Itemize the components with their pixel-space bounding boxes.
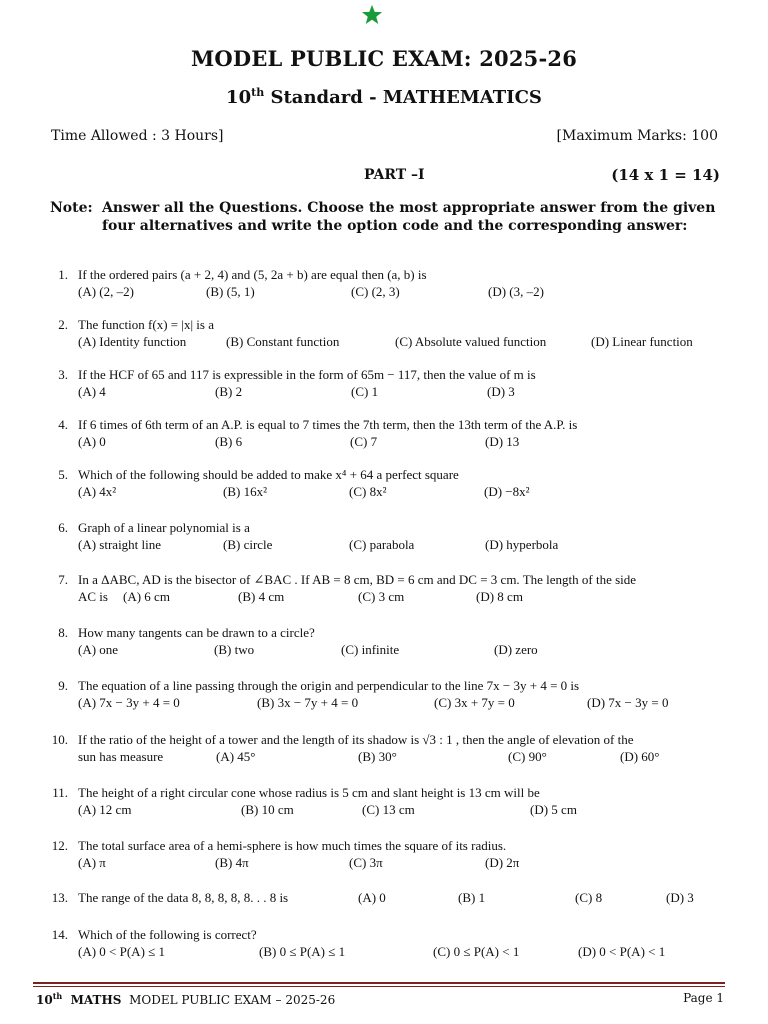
option-b: (B) (5, 1) xyxy=(206,284,255,299)
option-c: (C) 13 cm xyxy=(362,802,415,817)
option-a: (A) 4x² xyxy=(78,484,117,499)
option-row xyxy=(78,943,738,960)
option-c: (C) Absolute valued function xyxy=(395,334,547,349)
question-number: 12. xyxy=(51,838,68,853)
option-d: (D) hyperbola xyxy=(485,537,559,552)
option-c: (C) 8x² xyxy=(349,484,387,499)
question-stem: If the ratio of the height of a tower and the length of its shadow is √3 : 1 , then the angle of elevation of the xyxy=(78,732,634,747)
option-d: (D) zero xyxy=(494,642,538,657)
option-d: (D) 7x − 3y = 0 xyxy=(587,695,669,710)
option-b: (B) circle xyxy=(223,537,273,552)
option-row xyxy=(78,283,738,300)
option-d: (D) 0 < P(A) < 1 xyxy=(578,944,666,959)
question-stem: If the HCF of 65 and 117 is expressible in the form of 65m − 117, then the value of m is xyxy=(78,367,536,382)
option-a: (A) 7x − 3y + 4 = 0 xyxy=(78,695,180,710)
note-label: Note: xyxy=(50,200,93,216)
option-row xyxy=(78,694,738,711)
option-b: (B) 6 xyxy=(215,434,243,449)
question-stem: Which of the following is correct? xyxy=(78,927,257,942)
option-row xyxy=(78,536,738,553)
question-number: 1. xyxy=(58,267,68,282)
question-stem: The range of the data 8, 8, 8, 8, 8. . . 8 is xyxy=(78,890,289,905)
option-c: (C) 3π xyxy=(349,855,383,870)
question-number: 9. xyxy=(58,678,68,693)
option-row xyxy=(78,588,738,605)
option-a: (A) 6 cm xyxy=(123,589,170,604)
option-b: (B) two xyxy=(214,642,255,657)
option-a: (A) 45° xyxy=(216,749,256,764)
option-d: (D) 2π xyxy=(485,855,520,870)
option-row xyxy=(78,433,738,450)
exam-title: MODEL PUBLIC EXAM: 2025-26 xyxy=(190,46,578,71)
question-stem: The equation of a line passing through the origin and perpendicular to the line 7x − 3y + 4 = 0 is xyxy=(78,678,580,693)
option-b: (B) 4π xyxy=(215,855,249,870)
option-row xyxy=(78,748,738,765)
question-number: 8. xyxy=(58,625,68,640)
option-a: (A) 12 cm xyxy=(78,802,132,817)
option-b: (B) 0 ≤ P(A) ≤ 1 xyxy=(259,944,346,959)
question-number: 5. xyxy=(58,467,68,482)
option-c: (C) 7 xyxy=(350,434,378,449)
question-number: 11. xyxy=(52,785,68,800)
option-c: (C) 8 xyxy=(575,890,603,905)
option-c: (C) parabola xyxy=(349,537,415,552)
question-number: 3. xyxy=(58,367,68,382)
option-c: (C) 90° xyxy=(508,749,547,764)
option-b: (B) 3x − 7y + 4 = 0 xyxy=(257,695,359,710)
option-row xyxy=(78,854,738,871)
page-number: Page 1 xyxy=(683,991,724,1005)
note-line-1: Answer all the Questions. Choose the most appropriate answer from the given xyxy=(102,200,716,216)
question-stem: If the ordered pairs (a + 2, 4) and (5, 2a + b) are equal then (a, b) is xyxy=(78,267,427,282)
question-stem: If 6 times of 6th term of an A.P. is equal to 7 times the 7th term, then the 13th term of the A.P. is xyxy=(78,417,578,432)
question-number: 7. xyxy=(58,572,68,587)
question-number: 6. xyxy=(58,520,68,535)
option-b: (B) 1 xyxy=(458,890,486,905)
footer-rule-thin xyxy=(33,986,725,987)
option-a: (A) π xyxy=(78,855,106,870)
option-c: (C) 3x + 7y = 0 xyxy=(434,695,515,710)
option-d: (D) −8x² xyxy=(484,484,530,499)
maximum-marks: [Maximum Marks: 100 xyxy=(556,128,718,144)
part-marks: (14 x 1 = 14) xyxy=(611,166,720,184)
option-d: (D) Linear function xyxy=(591,334,693,349)
question-stem: Graph of a linear polynomial is a xyxy=(78,520,250,535)
question-number: 4. xyxy=(58,417,68,432)
option-a: (A) 0 xyxy=(358,890,386,905)
option-d: (D) (3, –2) xyxy=(488,284,544,299)
option-b: (B) 4 cm xyxy=(238,589,285,604)
option-a: (A) one xyxy=(78,642,119,657)
option-c: (C) 3 cm xyxy=(358,589,405,604)
option-a: (A) 4 xyxy=(78,384,106,399)
option-d: (D) 60° xyxy=(620,749,660,764)
option-a: (A) Identity function xyxy=(78,334,187,349)
question-stem-continued: sun has measure xyxy=(78,749,164,764)
option-d: (D) 3 xyxy=(487,384,515,399)
option-d: (D) 3 xyxy=(666,890,694,905)
option-b: (B) 2 xyxy=(215,384,243,399)
option-a: (A) 0 xyxy=(78,434,106,449)
option-b: (B) 16x² xyxy=(223,484,267,499)
option-c: (C) (2, 3) xyxy=(351,284,400,299)
option-a: (A) 0 < P(A) ≤ 1 xyxy=(78,944,166,959)
question-number: 10. xyxy=(51,732,68,747)
option-b: (B) 10 cm xyxy=(241,802,294,817)
star-icon xyxy=(361,4,383,26)
question-stem: The height of a right circular cone whose radius is 5 cm and slant height is 13 cm will be xyxy=(78,785,540,800)
option-a: (A) straight line xyxy=(78,537,162,552)
part-heading: PART –I xyxy=(364,167,425,183)
option-d: (D) 13 xyxy=(485,434,520,449)
option-row xyxy=(78,483,738,500)
option-row xyxy=(78,383,738,400)
option-d: (D) 5 cm xyxy=(530,802,577,817)
question-stem: How many tangents can be drawn to a circle? xyxy=(78,625,315,640)
option-c: (C) infinite xyxy=(341,642,400,657)
option-row xyxy=(78,801,738,818)
question-stem: The total surface area of a hemi-sphere is how much times the square of its radius. xyxy=(78,838,507,853)
option-d: (D) 8 cm xyxy=(476,589,523,604)
question-stem: The function f(x) = |x| is a xyxy=(78,317,214,332)
option-row xyxy=(78,333,738,350)
question-stem: Which of the following should be added to make x⁴ + 64 a perfect square xyxy=(78,467,459,482)
note-line-2: four alternatives and write the option code and the corresponding answer: xyxy=(102,218,688,234)
question-stem-continued: AC is xyxy=(78,589,108,604)
time-allowed: Time Allowed : 3 Hours] xyxy=(51,128,224,144)
instructions-note xyxy=(50,199,726,235)
exam-subtitle: 10th Standard - MATHEMATICS xyxy=(226,86,542,108)
option-row xyxy=(78,641,738,658)
footer-rule xyxy=(33,982,725,984)
option-a: (A) (2, –2) xyxy=(78,284,134,299)
question-number: 13. xyxy=(51,890,68,905)
option-b: (B) Constant function xyxy=(226,334,340,349)
option-row xyxy=(78,889,738,906)
question-stem: In a ΔABC, AD is the bisector of ∠BAC . If AB = 8 cm, BD = 6 cm and DC = 3 cm. The length of the side xyxy=(78,572,637,587)
option-c: (C) 1 xyxy=(351,384,379,399)
question-number: 14. xyxy=(51,927,68,942)
footer-label: 10th MATHS MODEL PUBLIC EXAM – 2025-26 xyxy=(36,991,336,1007)
option-c: (C) 0 ≤ P(A) < 1 xyxy=(433,944,520,959)
question-number: 2. xyxy=(58,317,68,332)
option-b: (B) 30° xyxy=(358,749,397,764)
